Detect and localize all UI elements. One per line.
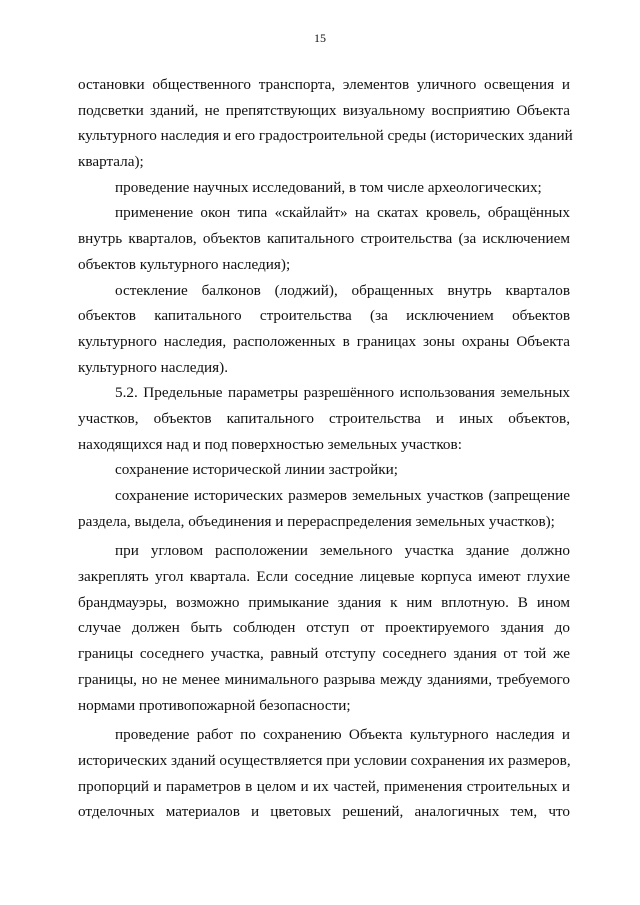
paragraph [78,175,570,201]
paragraph [78,722,570,825]
paragraph [78,278,570,381]
paragraph [78,380,570,457]
text-line: культурного наследия, расположенных в границах зоны охраны Объекта [78,332,570,350]
text-line: отделочных материалов и цветовых решений, аналогичных тем, что [78,803,570,821]
text-line: исторических зданий осуществляется при условии сохранения их размеров, [78,751,571,769]
text-line: объектов капитального строительства (за исключением объектов [78,307,570,325]
text-line: остекление балконов (лоджий), обращенных внутрь кварталов [115,281,570,299]
text-line: закреплять угол квартала. Если соседние лицевые корпуса имеют глухие [78,568,570,586]
paragraph [78,72,573,175]
text-line: участков, объектов капитального строительства и иных объектов, [78,409,570,427]
document-body [78,72,573,825]
text-line: подсветки зданий, не препятствующих визуальному восприятию Объекта [78,101,570,119]
paragraph [78,538,570,718]
text-line: границы, но не менее минимального разрыва между зданиями, требуемого [78,670,570,688]
text-line: квартала); [78,153,144,171]
text-line: объектов культурного наследия); [78,255,291,273]
text-line: находящихся над и под поверхностью земельных участков: [78,435,462,453]
text-line: культурного наследия). [78,358,229,376]
text-line: сохранение исторических размеров земельных участков (запрещение [115,487,570,504]
page-number: 15 [314,31,326,45]
text-line: 5.2. Предельные параметры разрешённого использования земельных [115,384,570,402]
text-line: при угловом расположении земельного участка здание должно [115,542,570,560]
text-line: границы соседнего участка, равный отступу соседнего здания от той же [78,645,570,663]
paragraph [78,483,570,534]
text-line: проведение работ по сохранению Объекта культурного наследия и [115,726,570,744]
text-line: раздела, выдела, объединения и перераспределения земельных участков); [78,512,555,530]
text-line: внутрь кварталов, объектов капитального строительства (за исключением [78,230,570,248]
text-line: культурного наследия и его градостроительной среды (исторических зданий [78,127,573,145]
text-line: брандмауэры, возможно примыкание здания к ним вплотную. В ином [78,593,570,611]
text-line: случае должен быть соблюден отступ от проектируемого здания до [78,619,570,637]
text-line: остановки общественного транспорта, элементов уличного освещения и [78,76,570,93]
paragraph [78,457,570,483]
text-line: проведение научных исследований, в том числе археологических; [115,178,542,196]
text-line: нормами противопожарной безопасности; [78,696,351,714]
paragraph [78,200,570,277]
text-line: пропорций и параметров в целом и их частей, применения строительных и [78,777,570,795]
text-line: применение окон типа «скайлайт» на скатах кровель, обращённых [115,204,570,222]
text-line: сохранение исторической линии застройки; [115,461,399,479]
